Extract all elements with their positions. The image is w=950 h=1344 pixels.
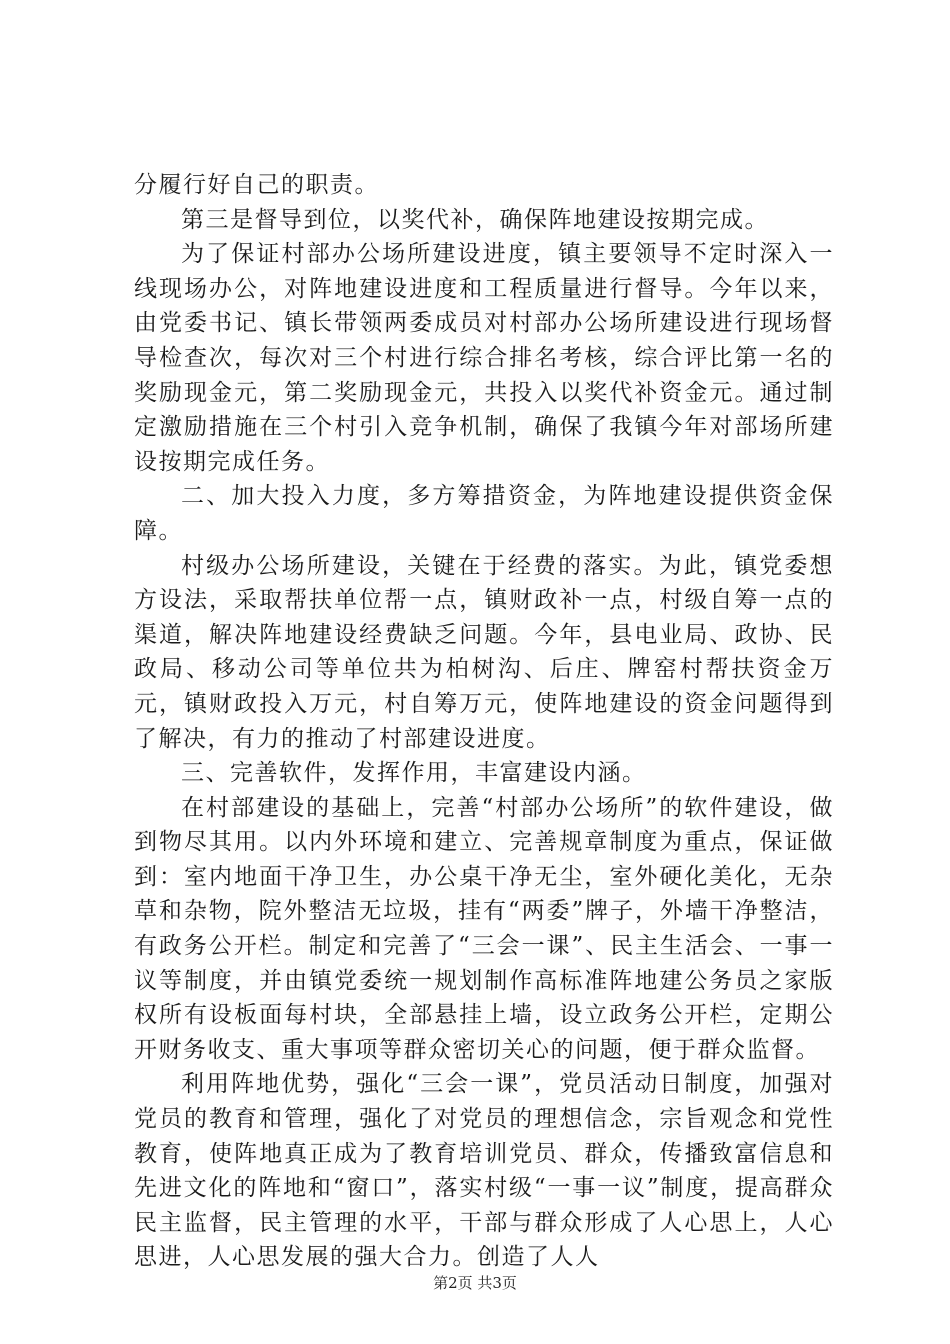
page-number: 第2页 共3页 xyxy=(433,1274,517,1292)
paragraph-6: 三、完善软件，发挥作用，丰富建设内涵。 xyxy=(181,760,647,787)
page-footer xyxy=(0,1272,950,1293)
paragraph-2: 第三是督导到位，以奖代补，确保阵地建设按期完成。 xyxy=(181,206,769,233)
paragraph-8: 利用阵地优势，强化“三会一课”，党员活动日制度，加强对党员的教育和管理，强化了对党员的理想信念，宗旨观念和党性教育，使阵地真正成为了教育培训党员、群众，传播致富信息和先进文化的阵地和“窗口”，落实村级“一事一议”制度，提高群众民主监督，民主管理的水平，干部与群众形成了人心思上，人心思进，人心思发展的强大合力。创造了人人 xyxy=(134,1071,834,1271)
paragraph-7: 在村部建设的基础上，完善“村部办公场所”的软件建设，做到物尽其用。以内外环境和建立、完善规章制度为重点，保证做到：室内地面干净卫生，办公桌干净无尘，室外硬化美化，无杂草和杂物，院外整洁无垃圾，挂有“两委”牌子，外墙干净整洁，有政务公开栏。制定和完善了“三会一课”、民主生活会、一事一议等制度，并由镇党委统一规划制作高标准阵地建公务员之家版权所有设板面每村块，全部悬挂上墙，设立政务公开栏，定期公开财务收支、重大事项等群众密切关心的问题，便于群众监督。 xyxy=(134,794,834,1063)
paragraph-4: 二、加大投入力度，多方筹措资金，为阵地建设提供资金保障。 xyxy=(134,483,834,544)
document-body xyxy=(134,168,834,1275)
paragraph-1: 分履行好自己的职责。 xyxy=(134,172,379,198)
paragraph-5: 村级办公场所建设，关键在于经费的落实。为此，镇党委想方设法，采取帮扶单位帮一点，镇财政补一点，村级自筹一点的渠道，解决阵地建设经费缺乏问题。今年，县电业局、政协、民政局、移动公司等单位共为柏树沟、后庄、牌窑村帮扶资金万元，镇财政投入万元，村自筹万元，使阵地建设的资金问题得到了解决，有力的推动了村部建设进度。 xyxy=(134,552,834,752)
paragraph-3: 为了保证村部办公场所建设进度，镇主要领导不定时深入一线现场办公，对阵地建设进度和工程质量进行督导。今年以来，由党委书记、镇长带领两委成员对村部办公场所建设进行现场督导检查次，每次对三个村进行综合排名考核，综合评比第一名的奖励现金元，第二奖励现金元，共投入以奖代补资金元。通过制定激励措施在三个村引入竞争机制，确保了我镇今年对部场所建设按期完成任务。 xyxy=(134,241,834,475)
